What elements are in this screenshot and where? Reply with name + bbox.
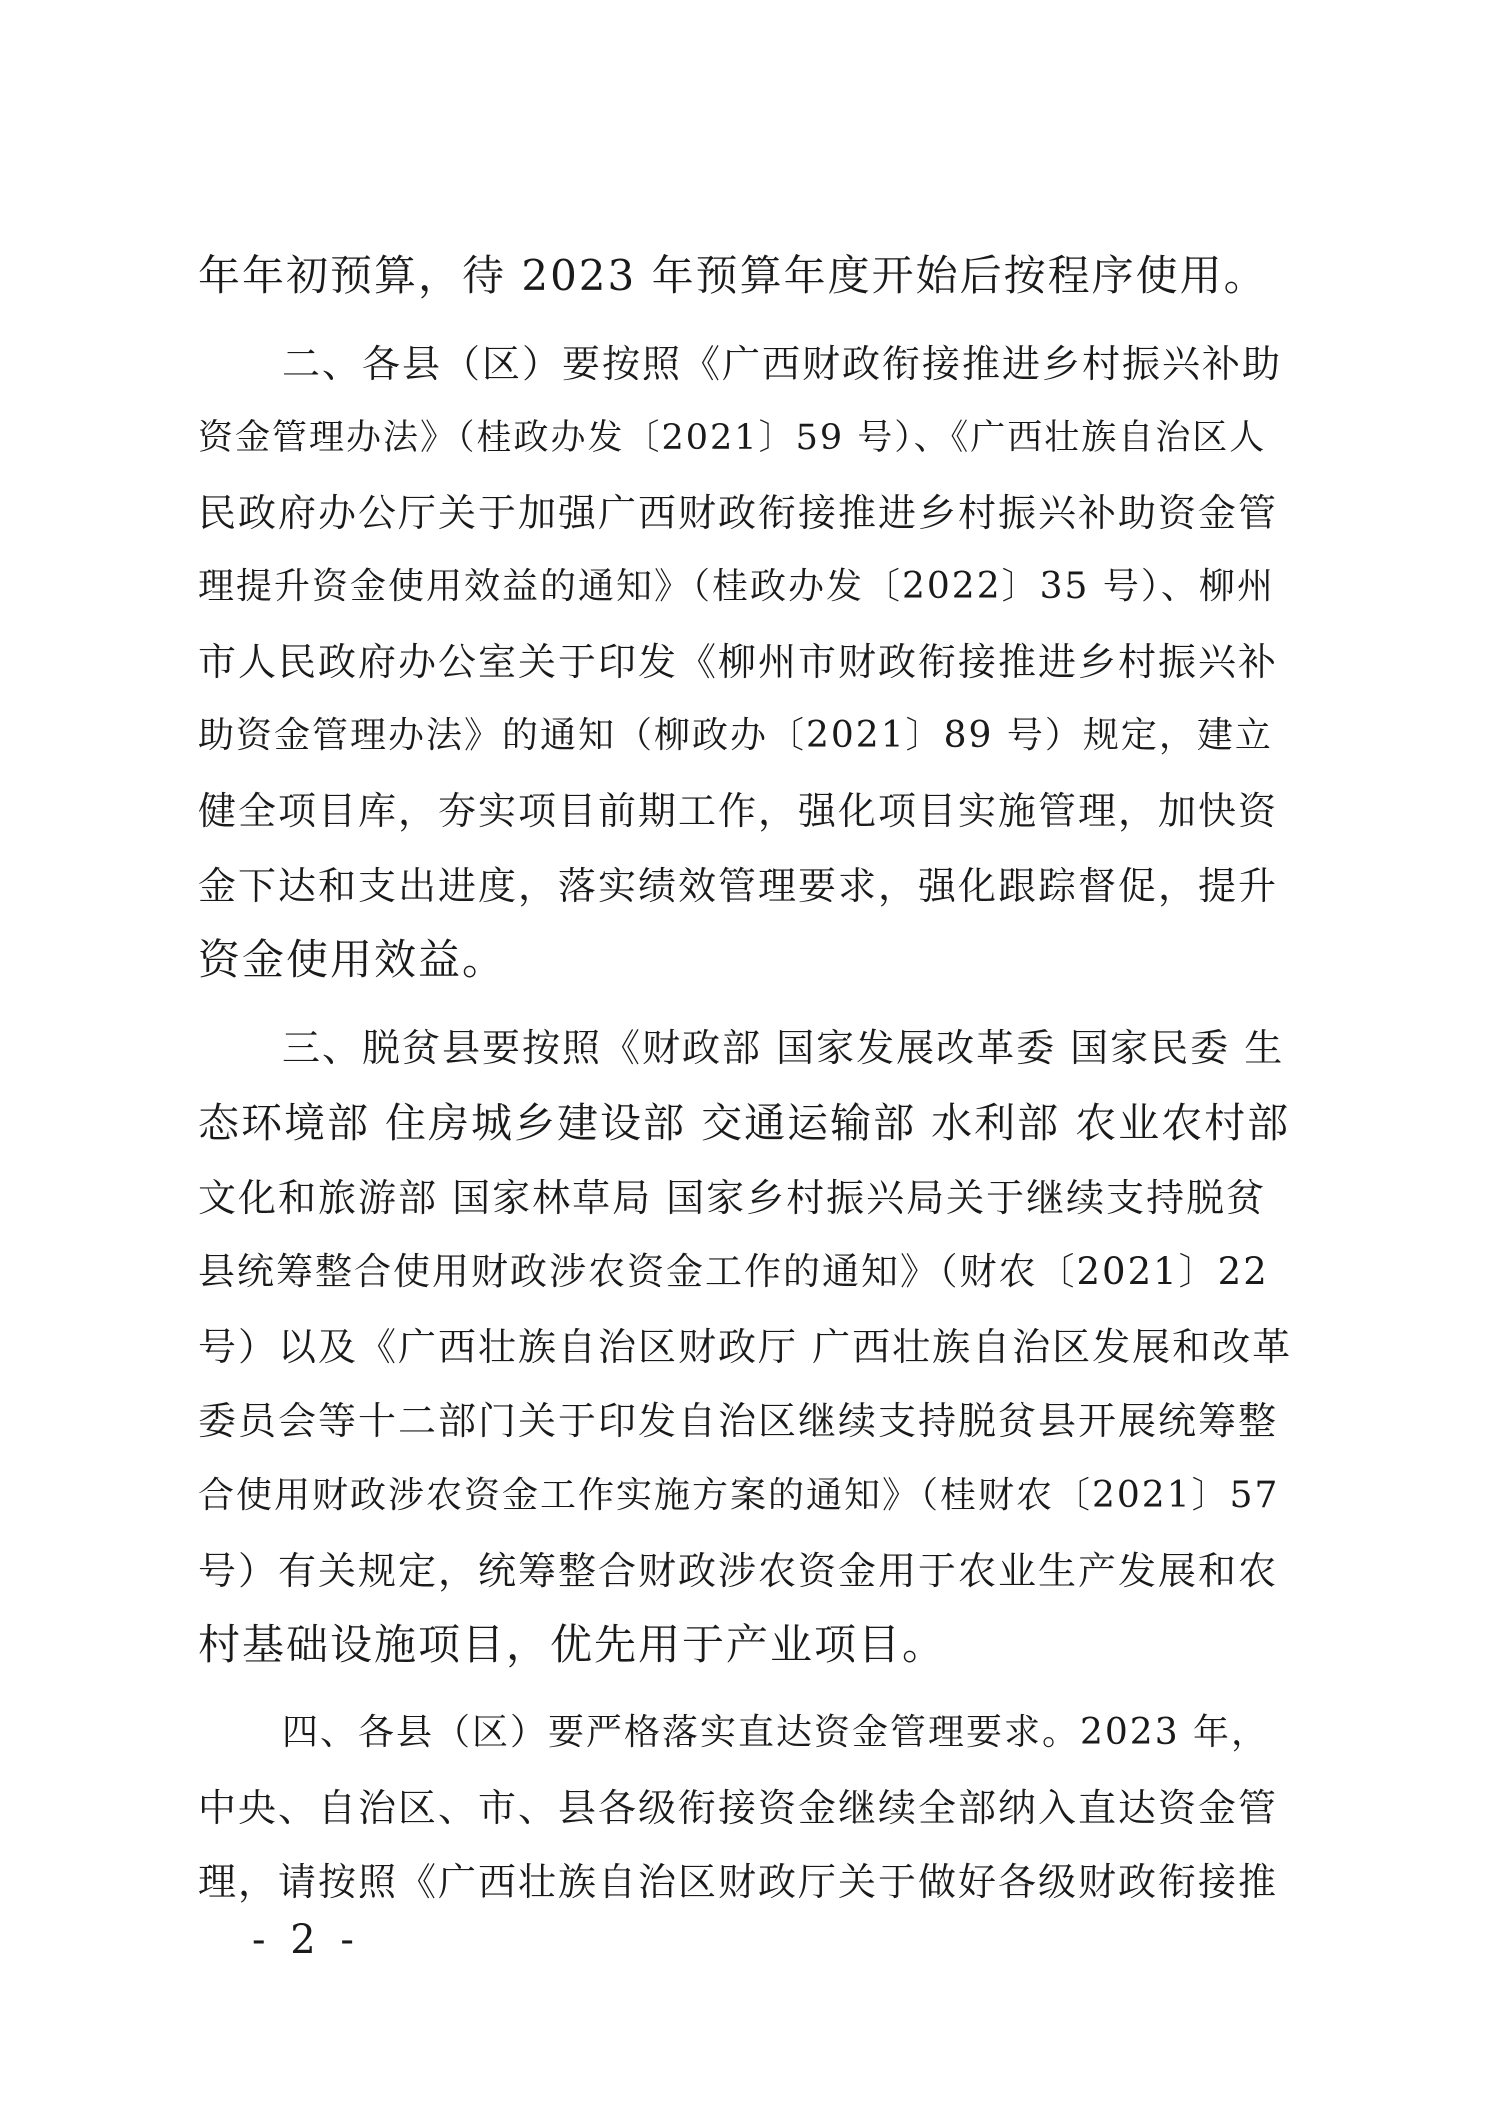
paragraph-line: 二、各县（区）要按照《广西财政衔接推进乡村振兴补助: [282, 342, 1283, 386]
text-line: 资金管理办法》（桂政办发〔2021〕59 号）、《广西壮族自治区人: [198, 418, 1267, 458]
page-number: - 2 -: [252, 1917, 360, 1963]
text-line: 村基础设施项目，优先用于产业项目。: [198, 1620, 947, 1669]
text-line: 号）有关规定，统筹整合财政涉农资金用于农业生产发展和农: [198, 1549, 1279, 1593]
text-line: 态环境部 住房城乡建设部 交通运输部 水利部 农业农村部: [198, 1099, 1291, 1147]
text-line: 健全项目库，夯实项目前期工作，强化项目实施管理，加快资: [198, 789, 1279, 833]
text-line: 委员会等十二部门关于印发自治区继续支持脱贫县开展统筹整: [198, 1399, 1279, 1443]
paragraph-line: 四、各县（区）要严格落实直达资金管理要求。2023 年，: [282, 1712, 1270, 1753]
text-line: 资金使用效益。: [198, 935, 507, 984]
text-line: 号）以及《广西壮族自治区财政厅 广西壮族自治区发展和改革: [198, 1325, 1293, 1369]
text-line: 助资金管理办法》的通知（柳政办〔2021〕89 号）规定，建立: [198, 715, 1273, 756]
text-line: 县统筹整合使用财政涉农资金工作的通知》（财农〔2021〕22: [198, 1250, 1269, 1293]
text-line: 年年初预算，待 2023 年预算年度开始后按程序使用。: [198, 251, 1268, 300]
text-line: 中央、自治区、市、县各级衔接资金继续全部纳入直达资金管: [198, 1786, 1279, 1830]
text-line: 合使用财政涉农资金工作实施方案的通知》（桂财农〔2021〕57: [198, 1475, 1280, 1516]
text-line: 金下达和支出进度，落实绩效管理要求，强化跟踪督促，提升: [198, 864, 1279, 908]
text-line: 市人民政府办公室关于印发《柳州市财政衔接推进乡村振兴补: [198, 640, 1279, 684]
text-line: 理，请按照《广西壮族自治区财政厅关于做好各级财政衔接推: [198, 1860, 1279, 1904]
paragraph-line: 三、脱贫县要按照《财政部 国家发展改革委 国家民委 生: [282, 1026, 1285, 1070]
text-line: 民政府办公厅关于加强广西财政衔接推进乡村振兴补助资金管: [198, 491, 1279, 535]
text-line: 理提升资金使用效益的通知》（桂政办发〔2022〕35 号）、柳州: [198, 566, 1275, 607]
text-line: 文化和旅游部 国家林草局 国家乡村振兴局关于继续支持脱贫: [198, 1176, 1267, 1220]
